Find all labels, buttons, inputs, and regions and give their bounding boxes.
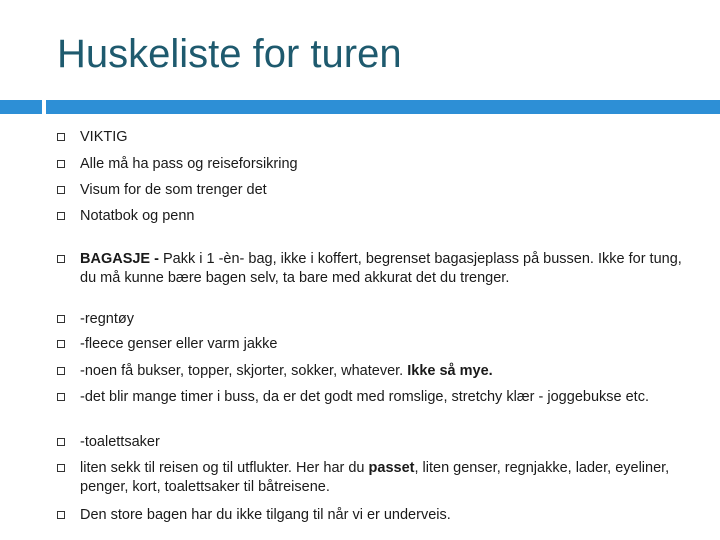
square-bullet-icon — [57, 315, 65, 323]
item-text — [80, 459, 690, 497]
square-bullet-icon — [57, 255, 65, 263]
item-rest: Pakk i 1 -èn- bag, ikke i koffert, begrenset bagasjeplass på bussen. Ikke for tung, du må kunne bære bagen selv, ta bare med akkurat det du trenger. — [80, 251, 682, 286]
title-rule — [46, 100, 720, 114]
slide-title: Huskeliste for turen — [57, 32, 402, 76]
item-bold: BAGASJE - — [80, 251, 159, 267]
square-bullet-icon — [57, 160, 65, 168]
item-text — [80, 250, 690, 288]
item-rest: -noen få bukser, topper, skjorter, sokker, whatever. — [80, 363, 408, 379]
item-bold: Ikke så mye. — [407, 363, 493, 379]
square-bullet-icon — [57, 464, 65, 472]
title-rule-accent — [0, 100, 42, 114]
item-bold: passet — [368, 460, 415, 476]
square-bullet-icon — [57, 133, 65, 141]
square-bullet-icon — [57, 186, 65, 194]
item-text: -regntøy — [80, 311, 134, 327]
item-text — [80, 362, 690, 381]
item-text: Visum for de som trenger det — [80, 182, 267, 198]
square-bullet-icon — [57, 340, 65, 348]
square-bullet-icon — [57, 393, 65, 401]
item-text: VIKTIG — [80, 129, 128, 145]
item-text: -toalettsaker — [80, 434, 160, 450]
square-bullet-icon — [57, 367, 65, 375]
square-bullet-icon — [57, 212, 65, 220]
square-bullet-icon — [57, 438, 65, 446]
item-text: Alle må ha pass og reiseforsikring — [80, 156, 298, 172]
item-rest: liten sekk til reisen og til utflukter. Her har du — [80, 460, 369, 476]
item-text: Den store bagen har du ikke tilgang til når vi er underveis. — [80, 507, 451, 523]
item-text: Notatbok og penn — [80, 208, 195, 224]
item-text: -det blir mange timer i buss, da er det godt med romslige, stretchy klær - joggebukse etc. — [80, 389, 649, 405]
item-text: -fleece genser eller varm jakke — [80, 336, 278, 352]
item-rest-2: , liten genser, regnjakke, lader, eyeliner, penger, kort, toalettsaker til båtreisene. — [80, 460, 670, 495]
square-bullet-icon — [57, 511, 65, 519]
